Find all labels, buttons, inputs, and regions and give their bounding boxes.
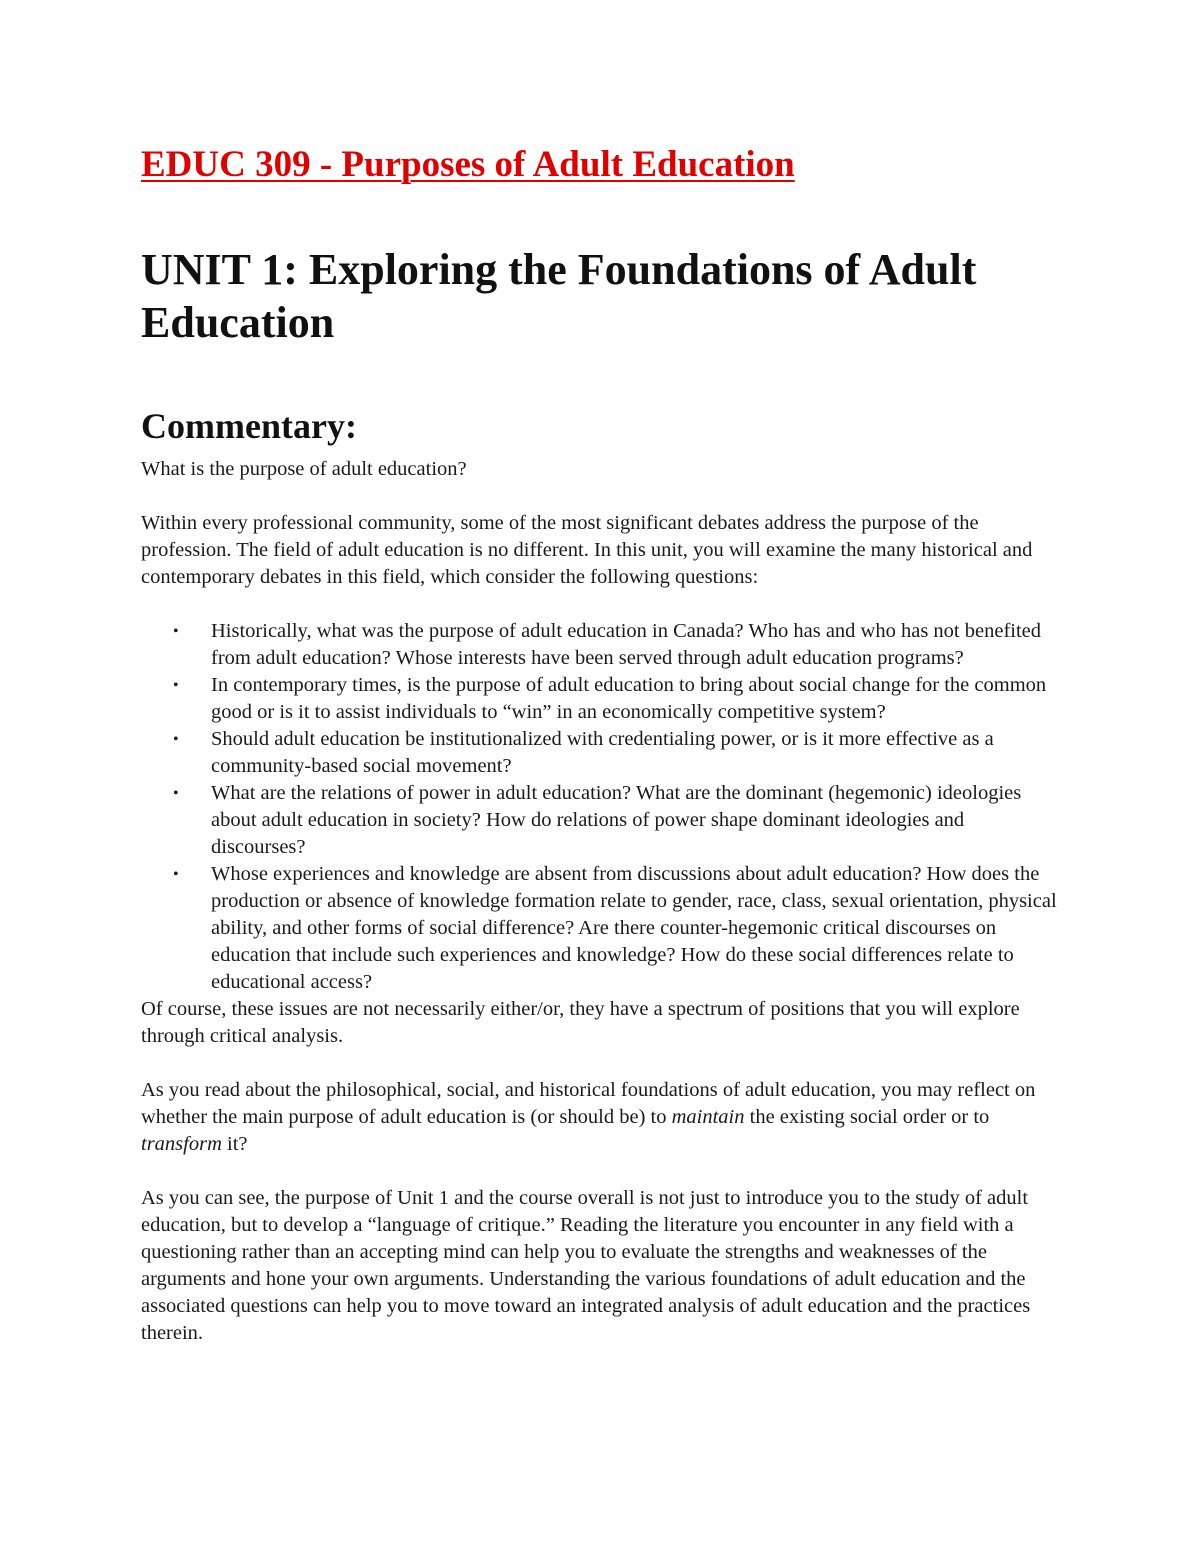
closing-paragraph: As you can see, the purpose of Unit 1 and the course overall is not just to introduce you to the study of adult education, but to develop a “language of critique.” Reading the literature you encounter in any field with a questioning rather than an accepting mind can help you to evaluate the strengths and weaknesses of the arguments and hone your own arguments. Understanding the various foundations of adult education and the associated questions can help you to move toward an integrated analysis of adult education and the practices therein. bbox=[141, 1187, 1031, 1344]
commentary-body bbox=[141, 456, 1061, 1347]
list-item-text: What are the relations of power in adult education? What are the dominant (hegemonic) ideologies about adult education in society? How do relations of power shape dominant ideologies and discourses? bbox=[211, 782, 1022, 858]
reflect-text-2: the existing social order or to bbox=[744, 1106, 990, 1128]
unit-title: UNIT 1: Exploring the Foundations of Adult Education bbox=[141, 245, 977, 347]
guiding-question: What is the purpose of adult education? bbox=[141, 458, 467, 480]
reflect-text-1: As you read about the philosophical, social, and historical foundations of adult education, you may reflect on whether the main purpose of adult education is (or should be) to bbox=[141, 1079, 1036, 1128]
bullet-icon: • bbox=[173, 677, 179, 694]
reflect-emphasis-transform: transform bbox=[141, 1133, 222, 1155]
reflect-paragraph bbox=[141, 1077, 1061, 1158]
spectrum-paragraph: Of course, these issues are not necessarily either/or, they have a spectrum of positions that you will explore through critical analysis. bbox=[141, 998, 1020, 1047]
bullet-icon: • bbox=[173, 785, 179, 802]
list-item bbox=[141, 780, 1061, 861]
reflect-text-3: it? bbox=[221, 1133, 248, 1155]
commentary-heading: Commentary: bbox=[141, 406, 357, 446]
bullet-icon: • bbox=[173, 731, 179, 748]
list-item bbox=[141, 726, 1061, 780]
question-list bbox=[141, 618, 1061, 996]
list-item bbox=[141, 618, 1061, 672]
list-item-text: Whose experiences and knowledge are absent from discussions about adult education? How does the production or absence of knowledge formation relate to gender, race, class, sexual orientation, physical ability, and other forms of social difference? Are there counter-hegemonic critical discourses on education that include such experiences and knowledge? How do these social differences relate to educational access? bbox=[211, 863, 1057, 993]
bullet-icon: • bbox=[173, 866, 179, 883]
reflect-emphasis-maintain: maintain bbox=[671, 1106, 745, 1128]
bullet-icon: • bbox=[173, 623, 179, 640]
intro-paragraph: Within every professional community, some of the most significant debates address the purpose of the profession. The field of adult education is no different. In this unit, you will examine the many historical and contemporary debates in this field, which consider the following questions: bbox=[141, 512, 1033, 588]
list-item bbox=[141, 861, 1061, 996]
course-title: EDUC 309 - Purposes of Adult Education bbox=[141, 144, 795, 185]
list-item-text: Should adult education be institutionalized with credentialing power, or is it more effective as a community-based social movement? bbox=[211, 728, 994, 777]
list-item-text: Historically, what was the purpose of adult education in Canada? Who has and who has not benefited from adult education? Whose interests have been served through adult education programs? bbox=[211, 620, 1042, 669]
list-item bbox=[141, 672, 1061, 726]
list-item-text: In contemporary times, is the purpose of adult education to bring about social change for the common good or is it to assist individuals to “win” in an economically competitive system? bbox=[211, 674, 1047, 723]
